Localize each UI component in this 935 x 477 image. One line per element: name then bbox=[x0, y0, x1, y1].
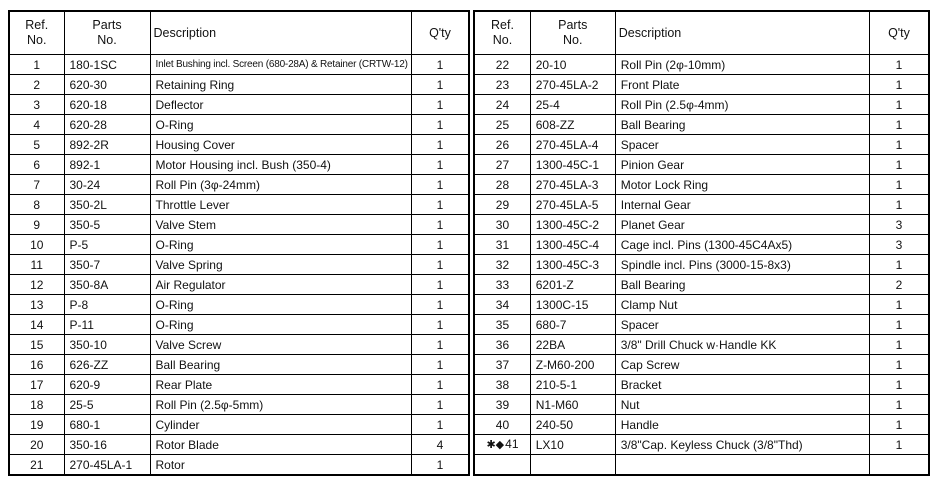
description: Bracket bbox=[615, 375, 869, 395]
header-ref bbox=[474, 11, 530, 55]
part-number: 20-10 bbox=[530, 55, 615, 75]
part-number: 626-ZZ bbox=[64, 355, 150, 375]
part-number: 350-10 bbox=[64, 335, 150, 355]
part-number: 22BA bbox=[530, 335, 615, 355]
ref-cell bbox=[474, 95, 530, 115]
part-number: 25-4 bbox=[530, 95, 615, 115]
quantity: 1 bbox=[869, 295, 929, 315]
part-number: 30-24 bbox=[64, 175, 150, 195]
quantity: 1 bbox=[869, 415, 929, 435]
ref-cell bbox=[474, 355, 530, 375]
description: Motor Lock Ring bbox=[615, 175, 869, 195]
ref-cell bbox=[474, 75, 530, 95]
ref-cell bbox=[474, 315, 530, 335]
description: Pinion Gear bbox=[615, 155, 869, 175]
quantity: 1 bbox=[869, 95, 929, 115]
ref-cell bbox=[474, 435, 530, 455]
part-number: 350-7 bbox=[64, 255, 150, 275]
table-row bbox=[474, 155, 929, 175]
table-row bbox=[9, 435, 469, 455]
parts-table-left bbox=[8, 10, 470, 476]
header-row bbox=[474, 11, 929, 55]
table-row bbox=[474, 195, 929, 215]
ref-cell bbox=[9, 315, 64, 335]
description: Motor Housing incl. Bush (350-4) bbox=[150, 155, 411, 175]
ref-number: 1 bbox=[33, 57, 41, 72]
ref-cell bbox=[474, 215, 530, 235]
quantity: 1 bbox=[869, 115, 929, 135]
description: Internal Gear bbox=[615, 195, 869, 215]
description: Cap Screw bbox=[615, 355, 869, 375]
quantity: 1 bbox=[869, 255, 929, 275]
table-row bbox=[9, 95, 469, 115]
part-number: 1300-45C-2 bbox=[530, 215, 615, 235]
quantity: 3 bbox=[869, 235, 929, 255]
table-row bbox=[9, 135, 469, 155]
ref-number: 3 bbox=[33, 97, 41, 112]
description: Throttle Lever bbox=[150, 195, 411, 215]
ref-number: 25 bbox=[495, 117, 510, 132]
quantity: 2 bbox=[869, 275, 929, 295]
description: O-Ring bbox=[150, 235, 411, 255]
ref-number: 39 bbox=[495, 397, 510, 412]
ref-cell bbox=[9, 95, 64, 115]
description: Valve Screw bbox=[150, 335, 411, 355]
quantity: 1 bbox=[869, 195, 929, 215]
ref-number: 10 bbox=[30, 237, 44, 252]
ref-cell bbox=[9, 155, 64, 175]
ref-cell bbox=[474, 415, 530, 435]
ref-cell bbox=[9, 455, 64, 476]
ref-number: 24 bbox=[495, 97, 510, 112]
quantity: 1 bbox=[411, 115, 469, 135]
ref-number: 40 bbox=[495, 417, 510, 432]
ref-number: 32 bbox=[495, 257, 510, 272]
table-row bbox=[9, 155, 469, 175]
part-number: 680-7 bbox=[530, 315, 615, 335]
ref-number: 7 bbox=[33, 177, 41, 192]
quantity: 1 bbox=[869, 135, 929, 155]
description: Rotor Blade bbox=[150, 435, 411, 455]
description: Valve Stem bbox=[150, 215, 411, 235]
quantity: 4 bbox=[411, 435, 469, 455]
ref-number: 33 bbox=[495, 277, 510, 292]
table-row bbox=[9, 335, 469, 355]
table-row bbox=[9, 115, 469, 135]
description: Deflector bbox=[150, 95, 411, 115]
part-number: 350-8A bbox=[64, 275, 150, 295]
quantity: 1 bbox=[411, 135, 469, 155]
table-row bbox=[9, 375, 469, 395]
table-row bbox=[474, 435, 929, 455]
description: 3/8" Drill Chuck w·Handle KK bbox=[615, 335, 869, 355]
quantity: 1 bbox=[411, 175, 469, 195]
description: Inlet Bushing incl. Screen (680-28A) & Retainer (CRTW-12) bbox=[150, 55, 411, 75]
table-row bbox=[474, 55, 929, 75]
ref-cell bbox=[9, 375, 64, 395]
description: Retaining Ring bbox=[150, 75, 411, 95]
ref-number: 41 bbox=[505, 437, 519, 451]
ref-cell bbox=[9, 255, 64, 275]
ref-cell bbox=[474, 155, 530, 175]
ref-cell bbox=[9, 435, 64, 455]
table-row bbox=[474, 215, 929, 235]
description: Housing Cover bbox=[150, 135, 411, 155]
ref-cell bbox=[9, 235, 64, 255]
part-number: P-5 bbox=[64, 235, 150, 255]
header-ref-text: Ref. No. bbox=[491, 18, 514, 47]
description: Ball Bearing bbox=[150, 355, 411, 375]
table-row bbox=[9, 195, 469, 215]
ref-cell bbox=[9, 135, 64, 155]
part-number: 1300-45C-4 bbox=[530, 235, 615, 255]
description: Roll Pin (2.5φ-5mm) bbox=[150, 395, 411, 415]
header-description: Description bbox=[150, 11, 411, 55]
ref-number: 14 bbox=[30, 317, 44, 332]
quantity: 1 bbox=[869, 435, 929, 455]
quantity: 1 bbox=[869, 315, 929, 335]
part-number: 270-45LA-2 bbox=[530, 75, 615, 95]
ref-cell bbox=[474, 335, 530, 355]
description: Valve Spring bbox=[150, 255, 411, 275]
table-row bbox=[9, 415, 469, 435]
table-row bbox=[474, 235, 929, 255]
quantity: 1 bbox=[411, 235, 469, 255]
description: Roll Pin (3φ-24mm) bbox=[150, 175, 411, 195]
part-number: 270-45LA-3 bbox=[530, 175, 615, 195]
table-row bbox=[474, 255, 929, 275]
ref-cell bbox=[9, 395, 64, 415]
part-number: 620-18 bbox=[64, 95, 150, 115]
ref-cell bbox=[9, 175, 64, 195]
quantity: 1 bbox=[869, 375, 929, 395]
header-ref-text: Ref. No. bbox=[25, 18, 49, 47]
ref-number: 27 bbox=[495, 157, 510, 172]
part-number: 270-45LA-1 bbox=[64, 455, 150, 476]
table-row bbox=[9, 235, 469, 255]
table-row bbox=[474, 175, 929, 195]
part-number: 180-1SC bbox=[64, 55, 150, 75]
ref-number: 19 bbox=[30, 417, 44, 432]
ref-cell bbox=[9, 215, 64, 235]
ref-number: 23 bbox=[495, 77, 510, 92]
part-number: 350-2L bbox=[64, 195, 150, 215]
description: Nut bbox=[615, 395, 869, 415]
table-row bbox=[474, 375, 929, 395]
description: Roll Pin (2φ-10mm) bbox=[615, 55, 869, 75]
ref-cell bbox=[474, 115, 530, 135]
ref-number: 30 bbox=[495, 217, 510, 232]
quantity: 1 bbox=[411, 195, 469, 215]
table-row bbox=[9, 55, 469, 75]
quantity: 1 bbox=[411, 295, 469, 315]
quantity: 1 bbox=[411, 315, 469, 335]
description: Air Regulator bbox=[150, 275, 411, 295]
ref-number: 37 bbox=[495, 357, 510, 372]
ref-cell bbox=[474, 195, 530, 215]
header-parts bbox=[530, 11, 615, 55]
quantity: 1 bbox=[411, 215, 469, 235]
ref-number: 36 bbox=[495, 337, 510, 352]
table-row bbox=[474, 95, 929, 115]
table-row bbox=[9, 175, 469, 195]
quantity: 1 bbox=[411, 155, 469, 175]
ref-number: 4 bbox=[33, 117, 41, 132]
header-ref bbox=[9, 11, 64, 55]
header-parts-text: Parts No. bbox=[558, 18, 588, 47]
table-row bbox=[9, 355, 469, 375]
table-row bbox=[9, 75, 469, 95]
part-number: LX10 bbox=[530, 435, 615, 455]
ref-number: 22 bbox=[495, 57, 510, 72]
quantity: 1 bbox=[869, 175, 929, 195]
table-row bbox=[474, 275, 929, 295]
quantity: 1 bbox=[869, 335, 929, 355]
ref-cell bbox=[474, 235, 530, 255]
ref-number: 12 bbox=[30, 277, 44, 292]
ref-number: 16 bbox=[30, 357, 44, 372]
description bbox=[615, 455, 869, 476]
quantity: 1 bbox=[869, 155, 929, 175]
description: Roll Pin (2.5φ-4mm) bbox=[615, 95, 869, 115]
ref-number: 6 bbox=[33, 157, 41, 172]
ref-cell bbox=[9, 195, 64, 215]
table-row bbox=[474, 335, 929, 355]
quantity: 1 bbox=[869, 55, 929, 75]
description: Rotor bbox=[150, 455, 411, 476]
ref-number: 26 bbox=[495, 137, 510, 152]
part-number: 350-5 bbox=[64, 215, 150, 235]
table-row bbox=[474, 135, 929, 155]
part-number: P-8 bbox=[64, 295, 150, 315]
table-row bbox=[9, 275, 469, 295]
description: Planet Gear bbox=[615, 215, 869, 235]
description: Clamp Nut bbox=[615, 295, 869, 315]
ref-cell bbox=[474, 295, 530, 315]
ref-cell bbox=[9, 75, 64, 95]
part-number: 1300-45C-3 bbox=[530, 255, 615, 275]
part-number: 620-30 bbox=[64, 75, 150, 95]
table-row bbox=[474, 455, 929, 476]
ref-number: 21 bbox=[30, 457, 44, 472]
quantity: 1 bbox=[411, 415, 469, 435]
ref-cell bbox=[9, 115, 64, 135]
ref-cell bbox=[474, 395, 530, 415]
description: O-Ring bbox=[150, 315, 411, 335]
ref-number: 29 bbox=[495, 197, 510, 212]
part-number: 270-45LA-4 bbox=[530, 135, 615, 155]
quantity: 1 bbox=[411, 255, 469, 275]
description: O-Ring bbox=[150, 115, 411, 135]
description: Cage incl. Pins (1300-45C4Ax5) bbox=[615, 235, 869, 255]
table-row bbox=[9, 255, 469, 275]
quantity: 1 bbox=[411, 95, 469, 115]
ref-cell bbox=[474, 175, 530, 195]
description: 3/8"Cap. Keyless Chuck (3/8"Thd) bbox=[615, 435, 869, 455]
description: Spacer bbox=[615, 315, 869, 335]
quantity: 1 bbox=[411, 75, 469, 95]
header-qty: Q'ty bbox=[411, 11, 469, 55]
table-row bbox=[9, 455, 469, 476]
part-number: 210-5-1 bbox=[530, 375, 615, 395]
part-number bbox=[530, 455, 615, 476]
ref-number: 28 bbox=[495, 177, 510, 192]
part-number: 240-50 bbox=[530, 415, 615, 435]
table-row bbox=[9, 395, 469, 415]
table-row bbox=[474, 295, 929, 315]
ref-number: 8 bbox=[33, 197, 41, 212]
part-number: 350-16 bbox=[64, 435, 150, 455]
description: Spacer bbox=[615, 135, 869, 155]
quantity: 1 bbox=[869, 75, 929, 95]
description: Handle bbox=[615, 415, 869, 435]
ref-cell bbox=[9, 335, 64, 355]
ref-number: 34 bbox=[495, 297, 510, 312]
quantity: 3 bbox=[869, 215, 929, 235]
ref-number: 38 bbox=[495, 377, 510, 392]
table-row bbox=[474, 315, 929, 335]
header-qty: Q'ty bbox=[869, 11, 929, 55]
parts-table-right bbox=[473, 10, 930, 476]
header-parts-text: Parts No. bbox=[92, 18, 122, 47]
part-number: 892-1 bbox=[64, 155, 150, 175]
part-number: 620-9 bbox=[64, 375, 150, 395]
description: Ball Bearing bbox=[615, 115, 869, 135]
ref-cell bbox=[474, 375, 530, 395]
ref-number: 2 bbox=[33, 77, 41, 92]
quantity: 1 bbox=[411, 455, 469, 476]
quantity: 1 bbox=[411, 55, 469, 75]
quantity: 1 bbox=[869, 395, 929, 415]
description: Rear Plate bbox=[150, 375, 411, 395]
part-number: 620-28 bbox=[64, 115, 150, 135]
table-row bbox=[9, 315, 469, 335]
part-number: N1-M60 bbox=[530, 395, 615, 415]
part-number: 6201-Z bbox=[530, 275, 615, 295]
table-row bbox=[474, 75, 929, 95]
ref-number: 18 bbox=[30, 397, 44, 412]
ref-cell bbox=[474, 55, 530, 75]
part-number: 892-2R bbox=[64, 135, 150, 155]
part-number: 25-5 bbox=[64, 395, 150, 415]
ref-cell bbox=[474, 275, 530, 295]
description: Spindle incl. Pins (3000-15-8x3) bbox=[615, 255, 869, 275]
ref-cell bbox=[474, 255, 530, 275]
quantity: 1 bbox=[411, 375, 469, 395]
part-number: Z-M60-200 bbox=[530, 355, 615, 375]
table-row bbox=[474, 115, 929, 135]
part-number: 1300-45C-1 bbox=[530, 155, 615, 175]
ref-cell bbox=[474, 455, 530, 476]
header-description: Description bbox=[615, 11, 869, 55]
ref-number: 13 bbox=[30, 297, 44, 312]
part-number: 270-45LA-5 bbox=[530, 195, 615, 215]
ref-cell bbox=[9, 295, 64, 315]
ref-number: 35 bbox=[495, 317, 510, 332]
ref-number: 17 bbox=[30, 377, 44, 392]
ref-cell bbox=[9, 415, 64, 435]
quantity: 1 bbox=[411, 355, 469, 375]
table-row bbox=[474, 395, 929, 415]
part-number: 1300C-15 bbox=[530, 295, 615, 315]
table-row bbox=[9, 215, 469, 235]
quantity: 1 bbox=[411, 335, 469, 355]
ref-cell bbox=[9, 55, 64, 75]
table-row bbox=[474, 355, 929, 375]
ref-number: 9 bbox=[33, 217, 41, 232]
description: Cylinder bbox=[150, 415, 411, 435]
quantity: 1 bbox=[411, 395, 469, 415]
quantity: 1 bbox=[411, 275, 469, 295]
description: O-Ring bbox=[150, 295, 411, 315]
ref-cell bbox=[9, 275, 64, 295]
parts-list bbox=[8, 10, 930, 476]
quantity: 1 bbox=[869, 355, 929, 375]
table-row bbox=[9, 295, 469, 315]
part-number: 608-ZZ bbox=[530, 115, 615, 135]
description: Ball Bearing bbox=[615, 275, 869, 295]
ref-number: 20 bbox=[30, 437, 44, 452]
header-parts bbox=[64, 11, 150, 55]
part-number: 680-1 bbox=[64, 415, 150, 435]
quantity bbox=[869, 455, 929, 476]
table-row bbox=[474, 415, 929, 435]
ref-number: 11 bbox=[30, 257, 43, 272]
ref-cell bbox=[9, 355, 64, 375]
part-number: P-11 bbox=[64, 315, 150, 335]
new-part-marker: ✱◆ bbox=[486, 439, 505, 451]
header-row bbox=[9, 11, 469, 55]
ref-number: 5 bbox=[33, 137, 41, 152]
ref-cell bbox=[474, 135, 530, 155]
description: Front Plate bbox=[615, 75, 869, 95]
ref-number: 31 bbox=[495, 237, 510, 252]
ref-number: 15 bbox=[30, 337, 44, 352]
